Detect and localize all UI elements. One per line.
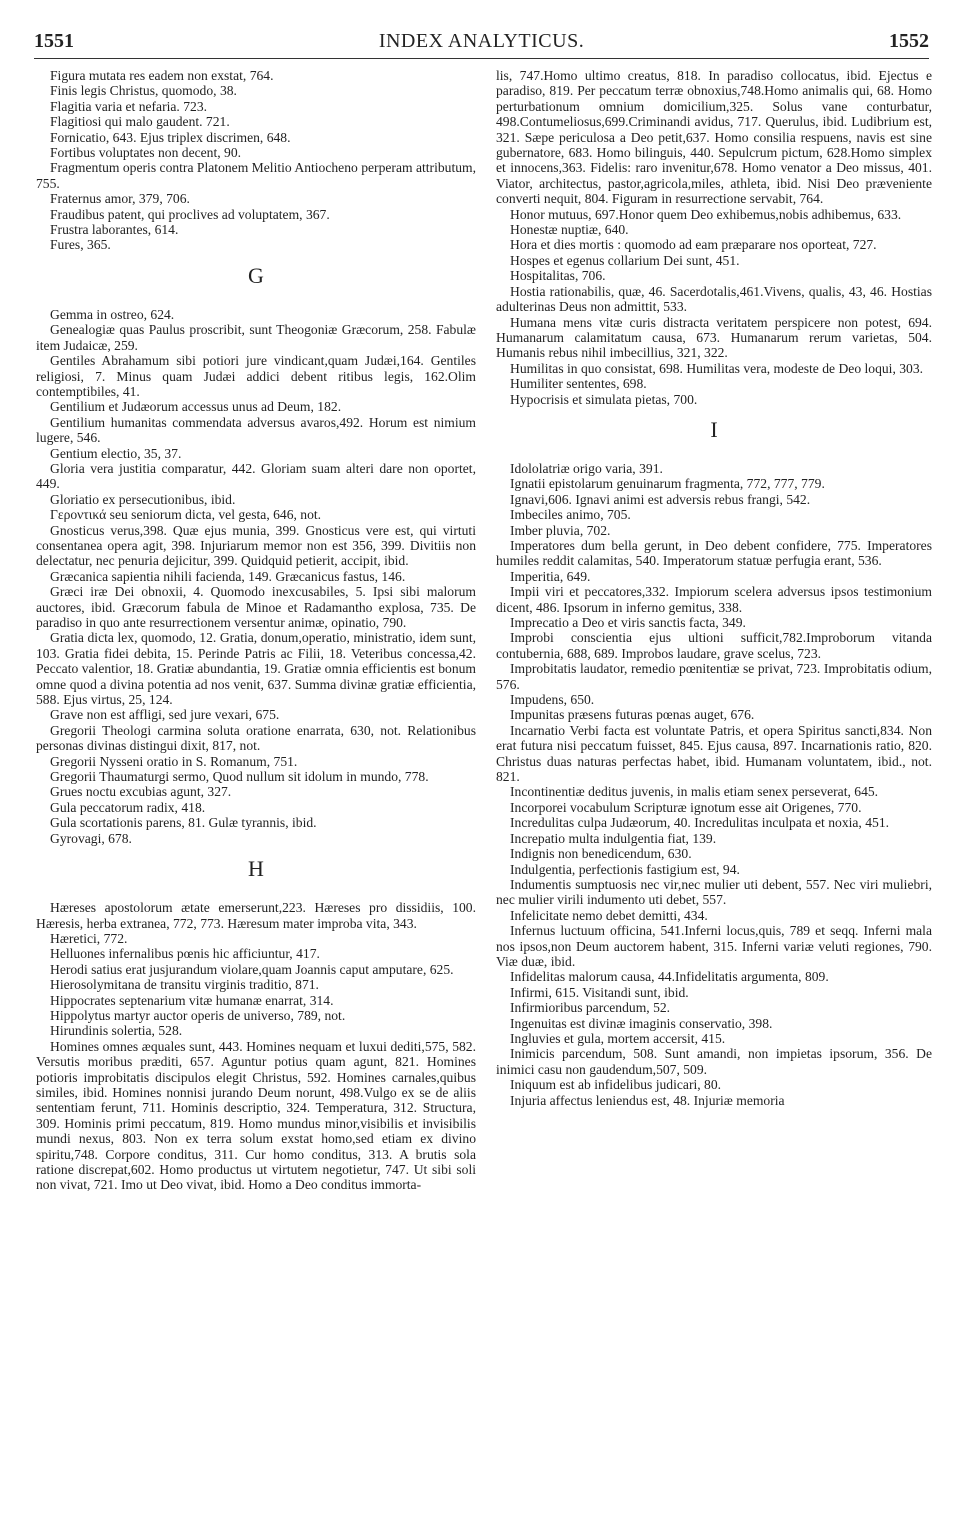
index-entry: Hierosolymitana de transitu virginis traditio, 871. (50, 977, 319, 993)
index-entry: Grues noctu excubias agunt, 327. (50, 784, 232, 800)
index-entry: Gula peccatorum radix, 418. (50, 799, 206, 815)
index-entry: Fraudibus patent, qui proclives ad voluptatem, 367. (50, 206, 330, 222)
section-i (496, 461, 932, 1108)
index-entry: Humiliter sententes, 698. (510, 376, 647, 392)
index-entry: Helluones infernalibus pœnis hic afficiuntur, 417. (50, 946, 320, 962)
index-entry: Incarnatio Verbi facta est voluntate Patris, et opera Spiritus sancti,834. Non erat futura nisi peccatum fuisset, 845. Ejus causa, 897. Incarnationis ratio, 820. Christus duas naturas perfectas habet, ibid. Humanam voluntatem, ibid., not. 821. (496, 722, 932, 785)
index-entry: Gregorii Nysseni oratio in S. Romanum, 751. (50, 753, 298, 769)
index-entry: Imperatores dum bella gerunt, in Deo debent confidere, 775. Imperatores humiles reddit calamitas, 540. Imperatorum statuæ perfugia erant, 536. (496, 537, 932, 569)
index-entry: Iniquum est ab infidelibus judicari, 80. (510, 1077, 722, 1093)
index-entry: Honestæ nuptiæ, 640. (510, 222, 629, 238)
index-entry: Finis legis Christus, quomodo, 38. (50, 83, 237, 99)
index-entry: Imber pluvia, 702. (510, 522, 611, 538)
index-entry: Gentilium et Judæorum accessus unus ad Deum, 182. (50, 399, 342, 415)
index-entry: Figura mutata res eadem non exstat, 764. (50, 68, 274, 83)
left-column (36, 68, 476, 1193)
index-entry: Humana mens vitæ curis distracta veritatem perspicere non potest, 694. Humanarum calamitatum causa, 673. Humanarum rerum varietas, 504. Humanis rebus nihil imbecillius, 321, 322. (496, 314, 932, 361)
index-entry: Γεροντικά seu seniorum dicta, vel gesta, 646, not. (50, 507, 322, 523)
section-h-continued (496, 68, 932, 407)
index-entry: Inimicis parcendum, 508. Sunt amandi, non impietas ipsorum, 356. De inimici casu non gaudendum,507, 509. (496, 1046, 932, 1077)
index-entry: Gula scortationis parens, 81. Gulæ tyrannis, ibid. (50, 815, 317, 831)
index-entry: Genealogiæ quas Paulus proscribit, sunt Theogoniæ Græcorum, 258. Fabulæ item Judaicæ, 259. (36, 322, 476, 353)
page-header (34, 30, 929, 58)
index-entry: Fraternus amor, 379, 706. (50, 191, 190, 207)
index-entry: Gratia dicta lex, quomodo, 12. Gratia, donum,operatio, ministratio, idem sunt, 103. Gratia fidei debita, 15. Perinde Patris ac Filii, 18. Veteribus concessa,42. Peccato valentior, 18. Gratiæ abundantia, 19. Gratiæ omnia efficientis est bonum omne quod a divina potentia ad nos venit, 637. Summa divinæ gratiæ efficientia, 588. Ejus virtus, 25, 124. (36, 630, 476, 708)
index-entry: Imperitia, 649. (510, 568, 591, 584)
index-entry: Imprecatio a Deo et viris sanctis facta, 349. (510, 615, 746, 630)
index-entry: Homines omnes æquales sunt, 443. Homines nequam et luxui dediti,575, 582. Versutis moribus præditi, 657. Aguntur potius quam agunt, 821. Homines potioris improbitatis discipulos elegit Christus, 592. Homines carnales,quibus similes, ibid. Homines nonnisi jurando Deum norunt, 498.Vulgo ex se de aliis sententiam ferunt, 711. Hominis descriptio, 324. Temperatura, 312. Structura, 309. Hominis primi peccatum, 819. Homo mundus minor,visibilis et invisibilis mundi nexus, 803. Non ex terra solum exstat homo,sed etiam ex divino spiritu,748. Corpore conditus, 311. Cur homo conditus, 313. A brutis sola ratione discrepat,602. Homo productus ut virtutem negotietur, 747. Ut sibi soli non vivat, 721. Imo ut Deo vivat, ibid. Homo a Deo conditus immorta- (36, 1038, 476, 1193)
index-entry: Ignavi,606. Ignavi animi est adversis rebus frangi, 542. (510, 491, 811, 507)
index-entry: Indignis non benedicendum, 630. (510, 846, 692, 862)
right-column (496, 68, 932, 1108)
index-entry: Incorporei vocabulum Scripturæ ignotum esse ait Origenes, 770. (510, 799, 862, 815)
index-entry: Gentiles Abrahamum sibi potiori jure vindicant,quam Judæi,164. Gentiles religiosi, 7. Minus quam Judæi addici debent ritibus legis, 162.Olim contemptibiles, 41. (36, 353, 476, 399)
index-entry: Hirundinis solertia, 528. (50, 1023, 183, 1039)
page-number-right: 1552 (889, 30, 929, 52)
index-entry: Fragmentum operis contra Platonem Melitio Antiocheno perperam attributum, 755. (36, 160, 476, 191)
section-letter-g: G (248, 262, 264, 288)
index-entry: Græci iræ Dei obnoxii, 4. Quomodo inexcusabiles, 5. Ipsi sibi malorum auctores, ibid. Græcorum fabula de Minoe et Radamantho explosa, 735. De paradiso in quo ante resurrectionem versentur animæ, opinatio, 790. (36, 584, 476, 630)
index-entry: lis, 747.Homo ultimo creatus, 818. In paradiso collocatus, ibid. Ejectus e paradiso, 819. Per peccatum terræ obnoxius,748.Homo animalis qui, 68. Homo perturbationum omnium domicilium,325. Solus vane conturbatur, 498.Contumeliosus,699.Criminandi avidus, 717. Querulus, ibid. Ludibrium est, 321. Sæpe periculosa a Deo petit,637. Homo consilia respuens, navis est sine gubernatore, 683. Homo bilinguis, 440. Sepulcrum pictum, 628.Homo simplex et innocens,363. Fidelis: raro invenitur,678. Homo venator a Deo missus, 401. Viator, architectus, pastor,agricola,miles, athleta, ibid. Nisi Deo præveniente converti nequit, 804. Figuram in resurrectione servabit, 764. (496, 68, 932, 207)
index-entry: Gregorii Theologi carmina soluta oratione enarrata, 630, not. Relationibus personas divinas distingui dixit, 817, not. (36, 722, 476, 754)
index-entry: Impudens, 650. (510, 692, 595, 708)
index-entry: Impii viri et peccatores,332. Impiorum scelera adversus ipsos testimonium dicent, 486. Ipsorum in inferno gemitus, 338. (496, 584, 932, 615)
header-rule (34, 58, 929, 59)
index-entry: Infelicitate nemo debet demitti, 434. (510, 907, 708, 923)
index-entry: Infidelitas malorum causa, 44.Infidelitatis argumenta, 809. (510, 969, 829, 985)
index-entry: Gnosticus verus,398. Quæ ejus munia, 399. Gnosticus vere est, qui virtuti consentanea opera agit, 398. Injuriarum memor non est 356, 399. Divitiis non delectatur, nec penuria dejicitur, 399. Quidquid petierit, accipit, ibid. (36, 522, 476, 569)
section-g (36, 307, 476, 846)
index-entry: Infirmioribus parcendum, 52. (510, 1000, 671, 1016)
index-entry: Increpatio multa indulgentia fiat, 139. (510, 830, 717, 846)
index-entry: Fortibus voluptates non decent, 90. (50, 145, 242, 161)
index-entry: Humilitas in quo consistat, 698. Humilitas vera, modeste de Deo loqui, 303. (510, 360, 924, 376)
index-entry: Gentilium humanitas commendata adversus avaros,492. Horum est nimium lugere, 546. (36, 414, 476, 446)
index-entry: Gentium electio, 35, 37. (50, 445, 182, 461)
index-entry: Hospitalitas, 706. (510, 268, 606, 284)
index-entry: Improbi conscientia ejus ultioni sufficit,782.Improborum vitanda contubernia, 688, 689. Improbos laudare, grave scelus, 723. (496, 630, 932, 661)
index-entry: Græcanica sapientia nihili facienda, 149. Græcanicus fastus, 146. (50, 568, 406, 584)
index-entry: Gregorii Thaumaturgi sermo, Quod nullum sit idolum in mundo, 778. (50, 769, 429, 785)
page-number-left: 1551 (34, 30, 74, 52)
index-entry: Impunitas præsens futuras pœnas auget, 676. (510, 707, 755, 723)
index-entry: Frustra laborantes, 614. (50, 222, 179, 238)
index-entry: Fures, 365. (50, 237, 111, 253)
page-title: INDEX ANALYTICUS. (378, 30, 585, 52)
index-entry: Imbeciles animo, 705. (510, 507, 631, 523)
index-entry: Gemma in ostreo, 624. (50, 306, 175, 322)
index-entry: Ignatii epistolarum genuinarum fragmenta, 772, 777, 779. (510, 476, 825, 492)
index-entry: Injuria affectus leniendus est, 48. Injuriæ memoria (510, 1092, 785, 1108)
index-entry: Herodi satius erat jusjurandum violare,quam Joannis caput amputare, 625. (50, 961, 454, 977)
section-f (36, 68, 476, 253)
index-entry: Indumentis sumptuosis nec vir,nec mulier uti debent, 557. Nec viri muliebri, nec mulier virili indumento uti debet, 557. (496, 876, 932, 908)
index-entry: Grave non est affligi, sed jure vexari, 675. (50, 707, 280, 723)
index-entry: Ingenuitas est divinæ imaginis conservatio, 398. (510, 1015, 773, 1031)
index-entry: Hypocrisis et simulata pietas, 700. (510, 391, 698, 407)
index-entry: Improbitatis laudator, remedio pœnitentiæ se privat, 723. Improbitatis odium, 576. (496, 661, 932, 692)
index-entry: Flagitiosi qui malo gaudent. 721. (50, 114, 230, 130)
index-entry: Flagitia varia et nefaria. 723. (50, 98, 208, 114)
index-entry: Hippocrates septenarium vitæ humanæ enarrat, 314. (50, 992, 334, 1008)
index-entry: Gloria vera justitia comparatur, 442. Gloriam suam alteri dare non oportet, 449. (36, 460, 476, 492)
index-entry: Indulgentia, perfectionis fastigium est, 94. (510, 861, 740, 877)
index-entry: Infirmi, 615. Visitandi sunt, ibid. (510, 984, 689, 1000)
index-entry: Hospes et egenus collarium Dei sunt, 451. (510, 252, 740, 268)
index-entry: Fornicatio, 643. Ejus triplex discrimen, 648. (50, 129, 291, 145)
section-letter-h: H (248, 856, 264, 882)
section-letter-i: I (710, 416, 718, 442)
index-entry: Hostia rationabilis, quæ, 46. Sacerdotalis,461.Vivens, qualis, 43, 46. Hostias adulterinas Deus non admittit, 533. (496, 283, 932, 315)
index-entry: Hæreses apostolorum ætate emerserunt,223. Hæreses pro dissidiis, 100. Hæresis, herba extranea, 772, 773. Hæresum mater improba vita, 343. (36, 900, 476, 931)
index-entry: Infernus luctuum officina, 541.Inferni locus,quis, 789 et seqq. Inferni mala nos ipsos,non Deum auctorem habent, 315. Inferni variæ veluti regiones, 790. Viæ duæ, ibid. (496, 923, 932, 969)
index-entry: Gyrovagi, 678. (50, 830, 132, 846)
index-entry: Gloriatio ex persecutionibus, ibid. (50, 491, 236, 507)
index-entry: Incredulitas culpa Judæorum, 40. Incredulitas inculpata et noxia, 451. (510, 815, 890, 831)
index-entry: Hora et dies mortis : quomodo ad eam præparare nos oporteat, 727. (510, 237, 877, 253)
index-entry: Honor mutuus, 697.Honor quem Deo exhibemus,nobis adhibemus, 633. (510, 206, 902, 222)
index-entry: Hæretici, 772. (50, 930, 128, 946)
index-entry: Ingluvies et gula, mortem accersit, 415. (510, 1030, 726, 1046)
section-h (36, 900, 476, 1193)
index-entry: Incontinentiæ deditus juvenis, in malis etiam senex perseverat, 645. (510, 784, 879, 800)
index-entry: Idololatriæ origo varia, 391. (510, 460, 663, 476)
index-entry: Hippolytus martyr auctor operis de universo, 789, not. (50, 1007, 346, 1023)
